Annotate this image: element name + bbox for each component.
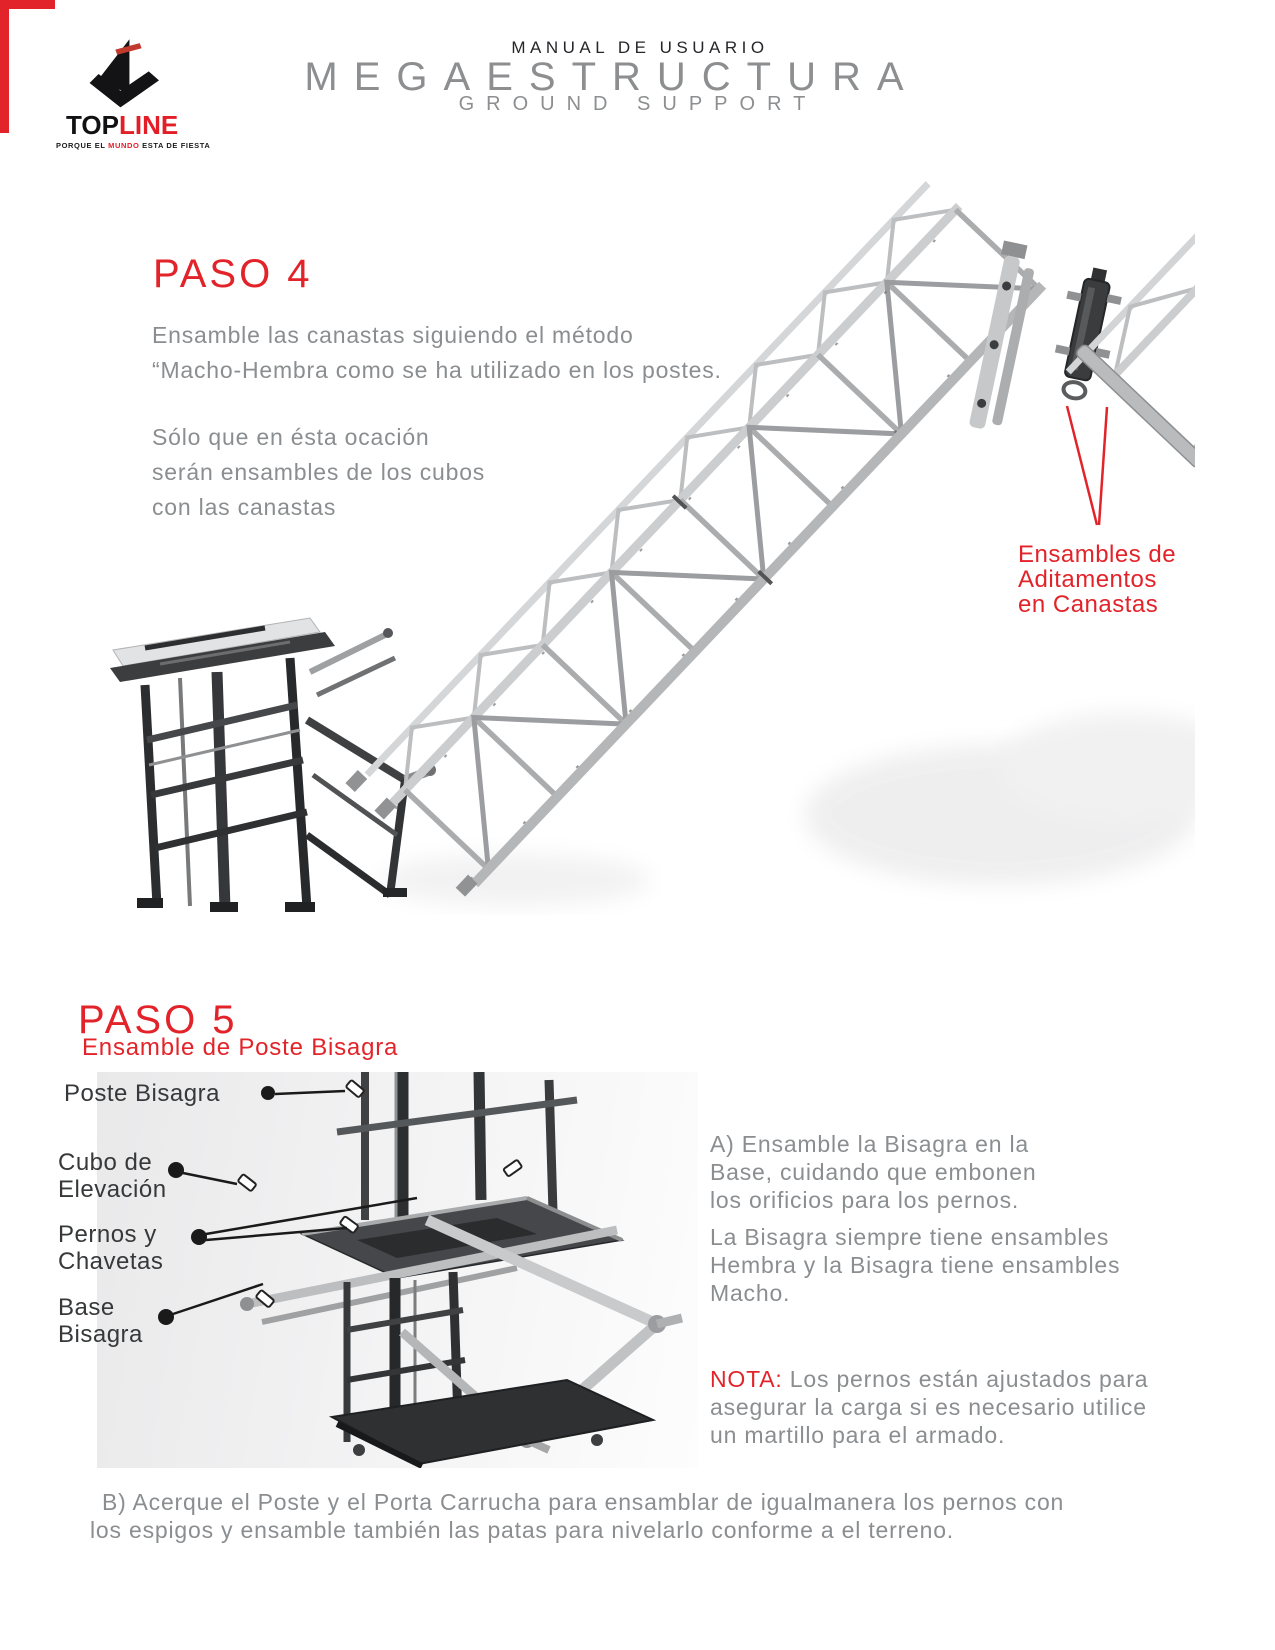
paso5-step-b-line2: los espigos y ensamble también las patas para nivelarlo conforme a el terreno. [90, 1517, 954, 1543]
paso5-subheading: Ensamble de Poste Bisagra [82, 1034, 399, 1061]
canasta-end-frame-render [965, 240, 1040, 432]
topline-logo-icon [78, 38, 168, 110]
part-label-pointers [158, 1086, 417, 1325]
doc-eyebrow: MANUAL DE USUARIO [511, 38, 769, 57]
brand-tagline: PORQUE EL MUNDO ESTA DE FIESTA [56, 141, 211, 150]
paso5-step-a2: La Bisagra siempre tiene ensambles Hembra y la Bisagra tiene ensambles Macho. [710, 1224, 1121, 1306]
doc-subtitle: GROUND SUPPORT [458, 93, 818, 115]
brand-wordmark [66, 110, 206, 141]
doc-title: MEGAESTRUCTURA [304, 55, 920, 99]
paso4-body-paragraph: Sólo que en ésta ocación serán ensambles de los cubos con las canastas [152, 424, 486, 520]
label-base-bisagra: Base Bisagra [58, 1294, 143, 1348]
paso5-step-a: A) Ensamble la Bisagra en la Base, cuidando que embonen los orificios para los pernos. [710, 1131, 1037, 1213]
corner-accent-vertical [0, 0, 9, 133]
bisagra-assembly-render [97, 1072, 698, 1468]
label-cubo-elevacion: Cubo de Elevación [58, 1149, 167, 1203]
paso4-intro-paragraph: Ensamble las canastas siguiendo el método “Macho-Hembra como se ha utilizado en los postes. [152, 322, 722, 383]
paso5-nota: NOTA: Los pernos están ajustados para asegurar la carga si es necesario utilice un martillo para el armado. [710, 1366, 1149, 1448]
label-pernos-chavetas: Pernos y Chavetas [58, 1221, 164, 1275]
paso5-step-b-line1: B) Acerque el Poste y el Porta Carrucha para ensamblar de igualmanera los pernos con [102, 1489, 1065, 1515]
corner-accent-horizontal [0, 0, 55, 9]
nota-label: NOTA: [710, 1366, 783, 1392]
paso5-photo [97, 1072, 698, 1468]
label-poste-bisagra: Poste Bisagra [64, 1080, 220, 1107]
callout-pointer-lines [1067, 406, 1107, 525]
paso4-heading: PASO 4 [153, 252, 313, 296]
brand-top: TOP [66, 110, 119, 140]
paso4-callout: Ensambles de Aditamentos en Canastas [1018, 541, 1177, 618]
brand-line: LINE [118, 110, 179, 140]
elevation-machine-render [110, 618, 436, 912]
paso5-heading: PASO 5 [78, 998, 238, 1042]
